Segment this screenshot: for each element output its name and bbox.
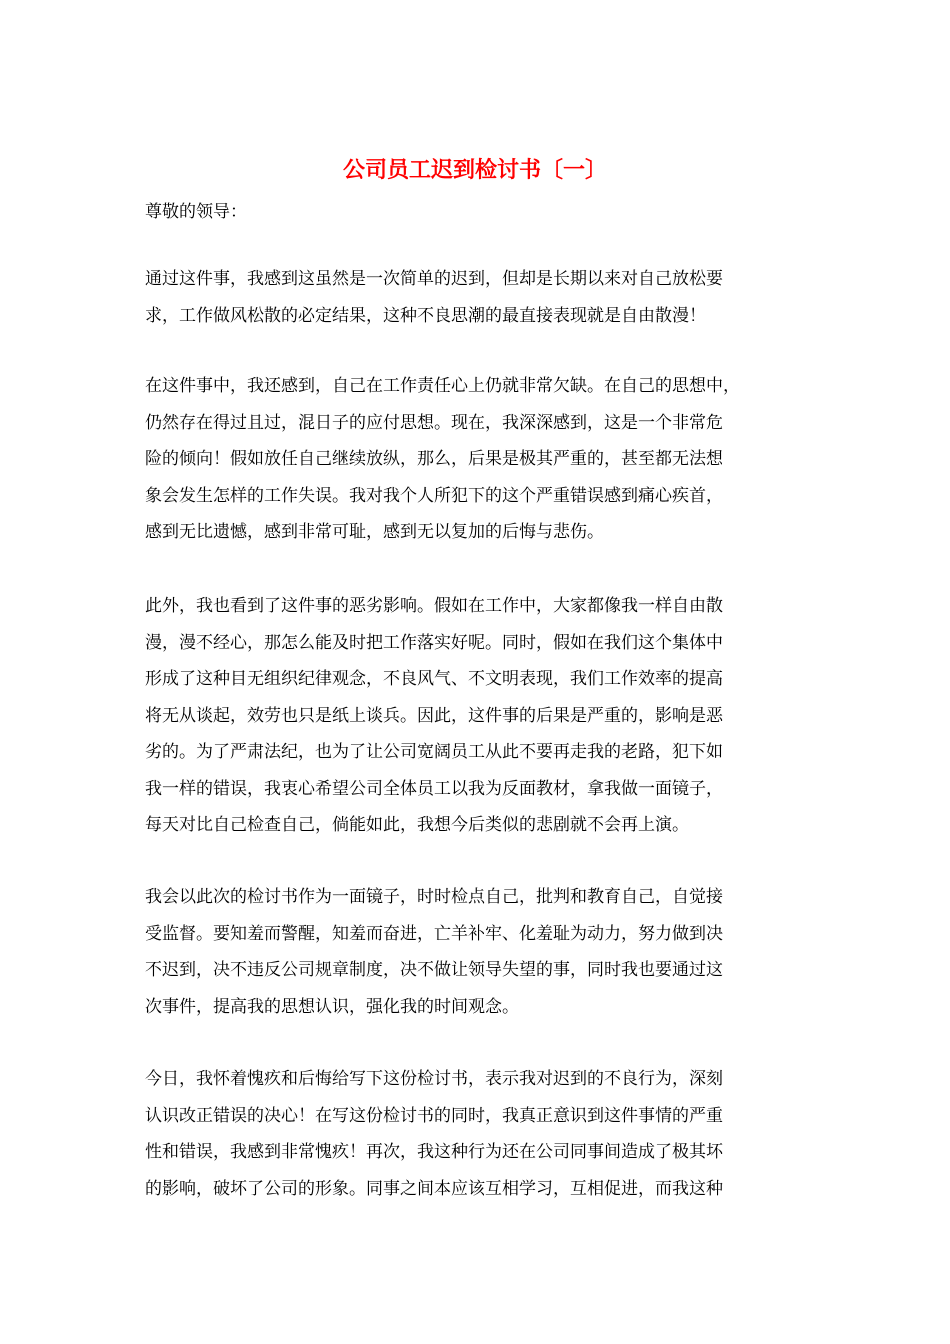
paragraph-line: 将无从谈起，效劳也只是纸上谈兵。因此，这件事的后果是严重的，影响是恶 [145, 705, 723, 726]
paragraph-line: 形成了这种目无组织纪律观念，不良风气、不文明表现，我们工作效率的提高 [145, 669, 723, 689]
paragraph-line: 感到无比遗憾，感到非常可耻，感到无以复加的后悔与悲伤。 [145, 522, 604, 542]
paragraph-line: 此外，我也看到了这件事的恶劣影响。假如在工作中，大家都像我一样自由散 [145, 596, 723, 616]
paragraph-2 [145, 368, 825, 551]
paragraph-line: 求，工作做风松散的必定结果，这种不良思潮的最直接表现就是自由散漫！ [145, 305, 706, 326]
paragraph-4 [145, 879, 825, 1025]
paragraph-line: 每天对比自己检查自己，倘能如此，我想今后类似的悲剧就不会再上演。 [145, 815, 689, 835]
paragraph-3 [145, 588, 825, 844]
paragraph-line: 认识改正错误的决心！在写这份检讨书的同时，我真正意识到这件事情的严重 [145, 1105, 723, 1126]
paragraph-line: 象会发生怎样的工作失误。我对我个人所犯下的这个严重错误感到痛心疾首， [145, 485, 723, 506]
paragraph-line: 在这件事中，我还感到，自己在工作责任心上仍就非常欠缺。在自己的思想中， [145, 376, 740, 396]
document-title: 公司员工迟到检讨书〔一〕 [342, 157, 607, 183]
paragraph-line: 受监督。要知羞而警醒，知羞而奋进，亡羊补牢、化羞耻为动力，努力做到决 [145, 923, 723, 944]
paragraph-line: 次事件，提高我的思想认识，强化我的时间观念。 [145, 996, 519, 1017]
paragraph-line: 我一样的错误，我衷心希望公司全体员工以我为反面教材，拿我做一面镜子， [145, 778, 723, 799]
paragraph-line: 不迟到，决不违反公司规章制度，决不做让领导失望的事，同时我也要通过这 [145, 960, 723, 980]
paragraph-line: 漫，漫不经心，那怎么能及时把工作落实好呢。同时，假如在我们这个集体中 [145, 632, 723, 653]
paragraph-1 [145, 261, 825, 334]
paragraph-line: 劣的。为了严肃法纪，也为了让公司宽阔员工从此不要再走我的老路，犯下如 [145, 742, 723, 762]
paragraph-line: 险的倾向！假如放任自己继续放纵，那么，后果是极其严重的，甚至都无法想 [145, 449, 723, 469]
salutation: 尊敬的领导： [145, 202, 247, 222]
paragraph-line: 通过这件事，我感到这虽然是一次简单的迟到，但却是长期以来对自己放松要 [145, 269, 723, 289]
paragraph-line: 性和错误，我感到非常愧疚！再次，我这种行为还在公司同事间造成了极其坏 [145, 1142, 723, 1162]
paragraph-5 [145, 1061, 825, 1207]
paragraph-line: 的影响，破坏了公司的形象。同事之间本应该互相学习，互相促进，而我这种 [145, 1178, 723, 1199]
paragraph-line: 今日，我怀着愧疚和后悔给写下这份检讨书，表示我对迟到的不良行为，深刻 [145, 1069, 723, 1089]
paragraph-line: 我会以此次的检讨书作为一面镜子，时时检点自己，批判和教育自己，自觉接 [145, 887, 723, 907]
paragraph-line: 仍然存在得过且过，混日子的应付思想。现在，我深深感到，这是一个非常危 [145, 412, 723, 433]
